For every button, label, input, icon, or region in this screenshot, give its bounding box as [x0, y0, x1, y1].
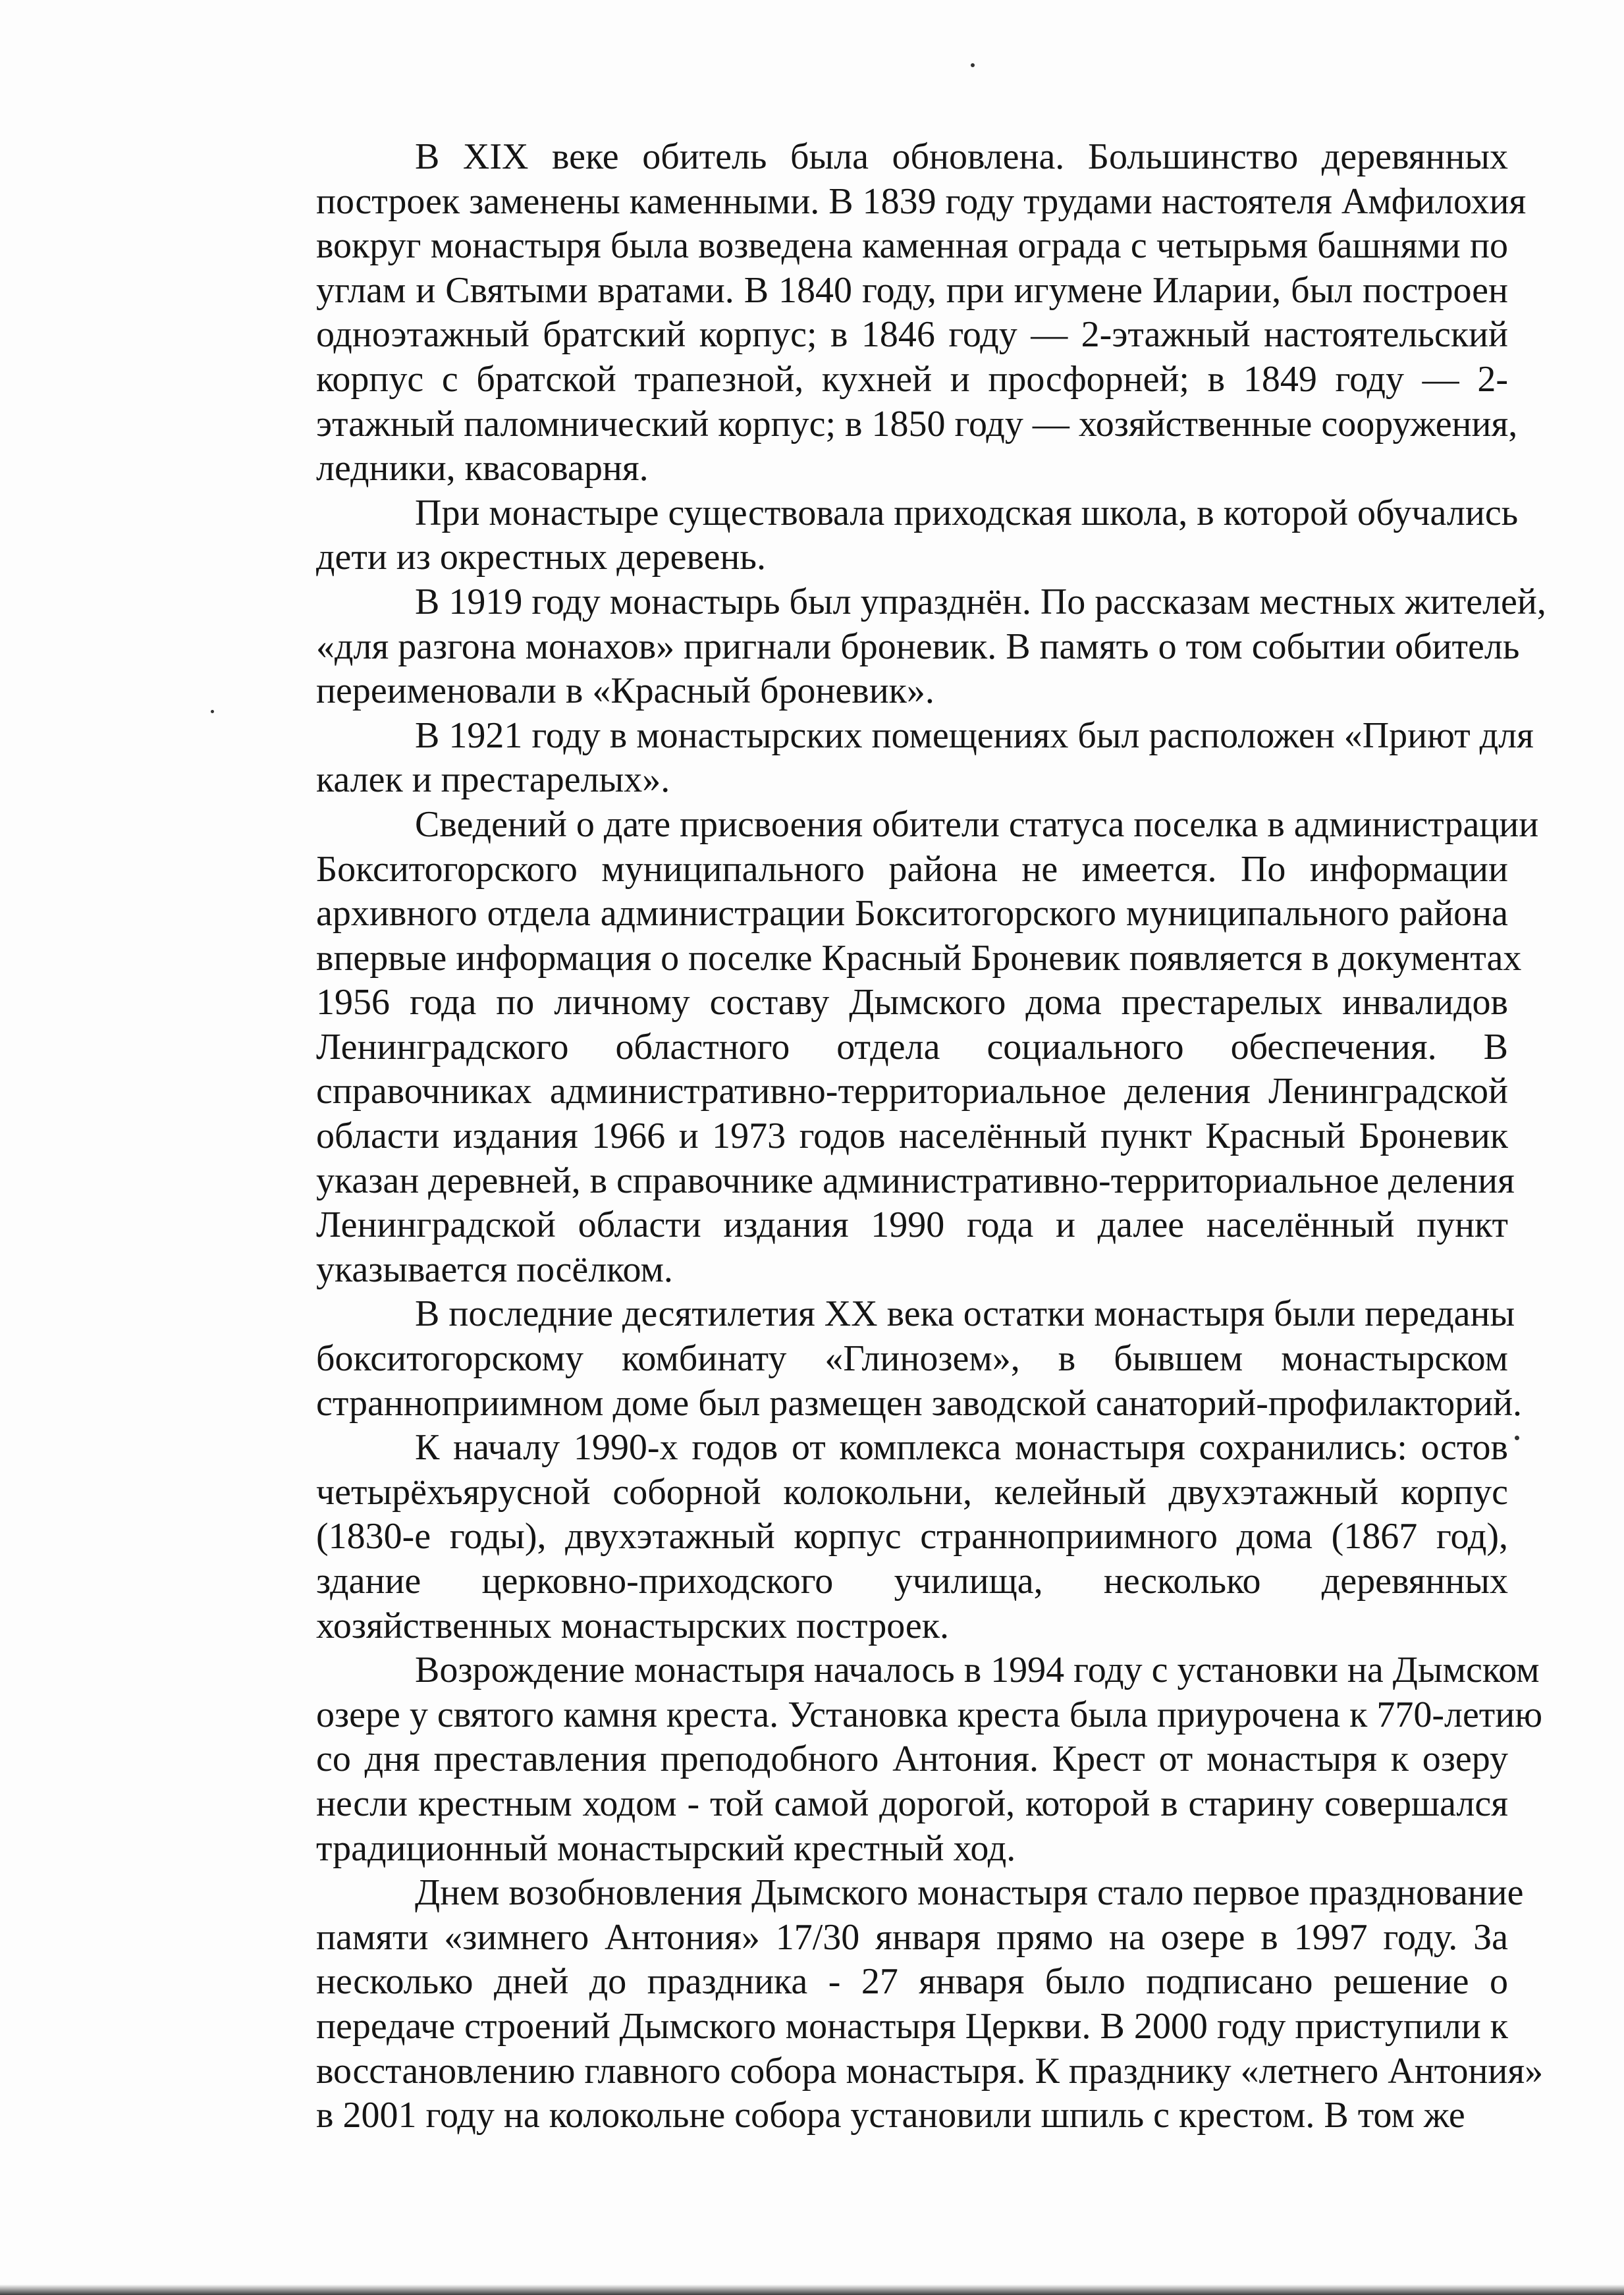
- paragraph: [217, 1871, 1544, 2138]
- text-line: указывается посёлком.: [316, 1249, 673, 1290]
- text-line: построек заменены каменными. В 1839 году трудами настоятеля Амфилохия: [316, 180, 1527, 222]
- paragraph: [217, 135, 1527, 491]
- text-line: переименовали в «Красный броневик».: [316, 670, 934, 712]
- text-line: дети из окрестных деревень.: [316, 537, 766, 578]
- scan-speck: [211, 710, 214, 713]
- text-line: В 1919 году монастырь был упразднён. По рассказам местных жителей,: [415, 581, 1546, 622]
- scan-speck: [971, 63, 975, 67]
- scan-speck: [1515, 1436, 1519, 1440]
- text-line: Днем возобновления Дымского монастыря стало первое празднование: [415, 1872, 1524, 1914]
- text-line: области издания 1966 и 1973 годов населённый пункт Красный Броневик: [316, 1116, 1508, 1157]
- scan-bottom-edge: [0, 2284, 1624, 2295]
- paragraph: [217, 580, 1546, 714]
- text-line: здание церковно-приходского училища, несколько деревянных: [316, 1561, 1508, 1602]
- text-line: «для разгона монахов» пригнали броневик. В память о том событии обитель: [316, 626, 1520, 667]
- paragraph: [217, 803, 1539, 1293]
- text-line: корпус с братской трапезной, кухней и просфорней; в 1849 году — 2-: [316, 358, 1508, 400]
- document-page: [217, 135, 1546, 2138]
- text-line: хозяйственных монастырских построек.: [316, 1605, 949, 1646]
- text-line: ледники, квасоварня.: [316, 448, 649, 489]
- text-line: традиционный монастырский крестный ход.: [316, 1827, 1016, 1869]
- text-line: вокруг монастыря была возведена каменная ограда с четырьмя башнями по: [316, 225, 1508, 267]
- text-line: Ленинградской области издания 1990 года и далее населённый пункт: [316, 1204, 1508, 1246]
- paragraph: [217, 491, 1519, 580]
- text-line: Бокситогорского муниципального района не имеется. По информации: [316, 848, 1508, 890]
- text-line: 1956 года по личному составу Дымского дома престарелых инвалидов: [316, 982, 1508, 1023]
- text-line: калек и престарелых».: [316, 759, 670, 801]
- paragraph: [217, 1426, 1508, 1648]
- paragraph: [217, 1292, 1523, 1426]
- text-line: Ленинградского областного отдела социального обеспечения. В: [316, 1026, 1508, 1067]
- text-line: Возрождение монастыря началось в 1994 году с установки на Дымском: [415, 1650, 1540, 1691]
- text-line: впервые информация о поселке Красный Броневик появляется в документах: [316, 937, 1522, 979]
- text-line: углам и Святыми вратами. В 1840 году, при игумене Иларии, был построен: [316, 269, 1508, 311]
- text-line: со дня преставления преподобного Антония. Крест от монастыря к озеру: [316, 1739, 1508, 1780]
- text-line: страннοприимном доме был размещен заводской санаторий-профилакторий.: [316, 1382, 1523, 1424]
- paragraph: [217, 714, 1534, 803]
- text-line: несколько дней до праздника - 27 января было подписано решение о: [316, 1961, 1508, 2003]
- text-line: указан деревней, в справочнике административно-территориальное деления: [316, 1160, 1515, 1201]
- text-line: одноэтажный братский корпус; в 1846 году — 2-этажный настоятельский: [316, 314, 1508, 356]
- text-line: (1830-е годы), двухэтажный корпус странноприимного дома (1867 год),: [316, 1516, 1508, 1557]
- text-line: В последние десятилетия XX века остатки монастыря были переданы: [415, 1293, 1515, 1335]
- text-line: архивного отдела администрации Бокситогорского муниципального района: [316, 893, 1508, 934]
- text-line: четырёхъярусной соборной колокольни, келейный двухэтажный корпус: [316, 1471, 1508, 1513]
- text-line: К началу 1990-х годов от комплекса монастыря сохранились: остов: [415, 1427, 1508, 1469]
- text-line: памяти «зимнего Антония» 17/30 января прямо на озере в 1997 году. За: [316, 1916, 1508, 1958]
- text-line: несли крестным ходом - той самой дорогой, которой в старину совершался: [316, 1783, 1508, 1824]
- text-line: В XIX веке обитель была обновлена. Большинство деревянных: [415, 136, 1508, 177]
- paragraph: [217, 1648, 1543, 1871]
- text-line: При монастыре существовала приходская школа, в которой обучались: [415, 492, 1519, 533]
- text-line: передаче строений Дымского монастыря Церкви. В 2000 году приступили к: [316, 2005, 1508, 2047]
- text-line: справочниках административно-территориальное деления Ленинградской: [316, 1071, 1508, 1112]
- text-line: в 2001 году на колокольне собора установили шпиль с крестом. В том же: [316, 2095, 1465, 2136]
- text-line: восстановлению главного собора монастыря. К празднику «летнего Антония»: [316, 2050, 1544, 2092]
- text-line: Сведений о дате присвоения обители статуса поселка в администрации: [415, 803, 1539, 845]
- text-line: бокситогорскому комбинату «Глинозем», в бывшем монастырском: [316, 1338, 1508, 1380]
- text-line: озере у святого камня креста. Установка креста была приурочена к 770-летию: [316, 1694, 1543, 1735]
- text-line: В 1921 году в монастырских помещениях был расположен «Приют для: [415, 715, 1534, 756]
- text-line: этажный паломнический корпус; в 1850 году — хозяйственные сооружения,: [316, 403, 1518, 445]
